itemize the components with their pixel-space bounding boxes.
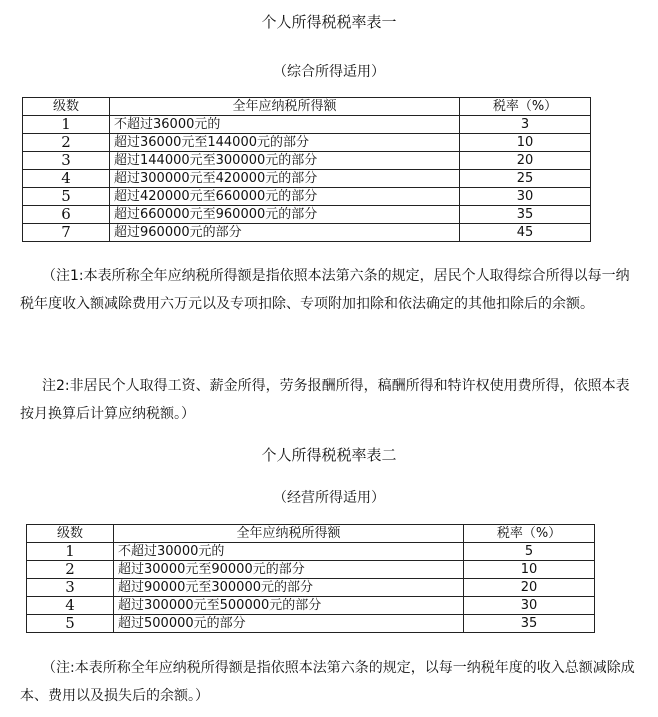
table2-subtitle: （经营所得适用） xyxy=(273,490,385,506)
header-rate: 税率（%） xyxy=(460,98,591,116)
rate-cell: 30 xyxy=(460,188,591,206)
table-row xyxy=(23,170,591,188)
header-range: 全年应纳税所得额 xyxy=(110,98,460,116)
rate-cell: 45 xyxy=(460,224,591,242)
table-row xyxy=(23,134,591,152)
rate-cell: 35 xyxy=(464,615,595,633)
range-cell: 不超过36000元的 xyxy=(110,116,460,134)
level-cell: 1 xyxy=(27,543,114,561)
level-cell: 1 xyxy=(23,116,110,134)
table-header-row xyxy=(23,98,591,116)
range-cell: 超过420000元至660000元的部分 xyxy=(110,188,460,206)
table-row xyxy=(27,615,595,633)
range-cell: 超过30000元至90000元的部分 xyxy=(114,561,464,579)
rate-cell: 10 xyxy=(460,134,591,152)
table-row xyxy=(27,597,595,615)
table-row xyxy=(23,188,591,206)
range-cell: 不超过30000元的 xyxy=(114,543,464,561)
level-cell: 6 xyxy=(23,206,110,224)
range-cell: 超过500000元的部分 xyxy=(114,615,464,633)
table2-title: 个人所得税税率表二 xyxy=(261,446,397,464)
range-cell: 超过300000元至420000元的部分 xyxy=(110,170,460,188)
rate-cell: 10 xyxy=(464,561,595,579)
level-cell: 3 xyxy=(23,152,110,170)
level-cell: 7 xyxy=(23,224,110,242)
level-cell: 2 xyxy=(27,561,114,579)
header-rate: 税率（%） xyxy=(464,525,595,543)
table-row xyxy=(23,206,591,224)
table-row xyxy=(23,116,591,134)
rate-cell: 25 xyxy=(460,170,591,188)
rate-cell: 3 xyxy=(460,116,591,134)
tax-rate-table-2 xyxy=(26,524,595,633)
table2-note: （注:本表所称全年应纳税所得额是指依照本法第六条的规定，以每一纳税年度的收入总额减除成本、费用以及损失后的余额。） xyxy=(20,660,635,704)
header-level: 级数 xyxy=(27,525,114,543)
level-cell: 5 xyxy=(27,615,114,633)
table1-note-1: （注1:本表所称全年应纳税所得额是指依照本法第六条的规定，居民个人取得综合所得以每一纳税年度收入额减除费用六万元以及专项扣除、专项附加扣除和依法确定的其他扣除后的余额。 xyxy=(20,268,630,312)
table1-subtitle: （综合所得适用） xyxy=(273,64,385,80)
header-range: 全年应纳税所得额 xyxy=(114,525,464,543)
level-cell: 4 xyxy=(23,170,110,188)
table-row xyxy=(27,543,595,561)
table-header-row xyxy=(27,525,595,543)
level-cell: 4 xyxy=(27,597,114,615)
rate-cell: 35 xyxy=(460,206,591,224)
rate-cell: 20 xyxy=(464,579,595,597)
table-row xyxy=(23,152,591,170)
range-cell: 超过960000元的部分 xyxy=(110,224,460,242)
range-cell: 超过144000元至300000元的部分 xyxy=(110,152,460,170)
range-cell: 超过300000元至500000元的部分 xyxy=(114,597,464,615)
range-cell: 超过660000元至960000元的部分 xyxy=(110,206,460,224)
table-row xyxy=(27,561,595,579)
table1-note-2: 注2:非居民个人取得工资、薪金所得，劳务报酬所得，稿酬所得和特许权使用费所得，依照本表按月换算后计算应纳税额。） xyxy=(20,378,630,422)
header-level: 级数 xyxy=(23,98,110,116)
rate-cell: 30 xyxy=(464,597,595,615)
level-cell: 3 xyxy=(27,579,114,597)
range-cell: 超过36000元至144000元的部分 xyxy=(110,134,460,152)
level-cell: 5 xyxy=(23,188,110,206)
table-row xyxy=(27,579,595,597)
tax-rate-table-1 xyxy=(22,97,591,242)
table-row xyxy=(23,224,591,242)
level-cell: 2 xyxy=(23,134,110,152)
range-cell: 超过90000元至300000元的部分 xyxy=(114,579,464,597)
rate-cell: 20 xyxy=(460,152,591,170)
table1-title: 个人所得税税率表一 xyxy=(261,13,397,31)
rate-cell: 5 xyxy=(464,543,595,561)
